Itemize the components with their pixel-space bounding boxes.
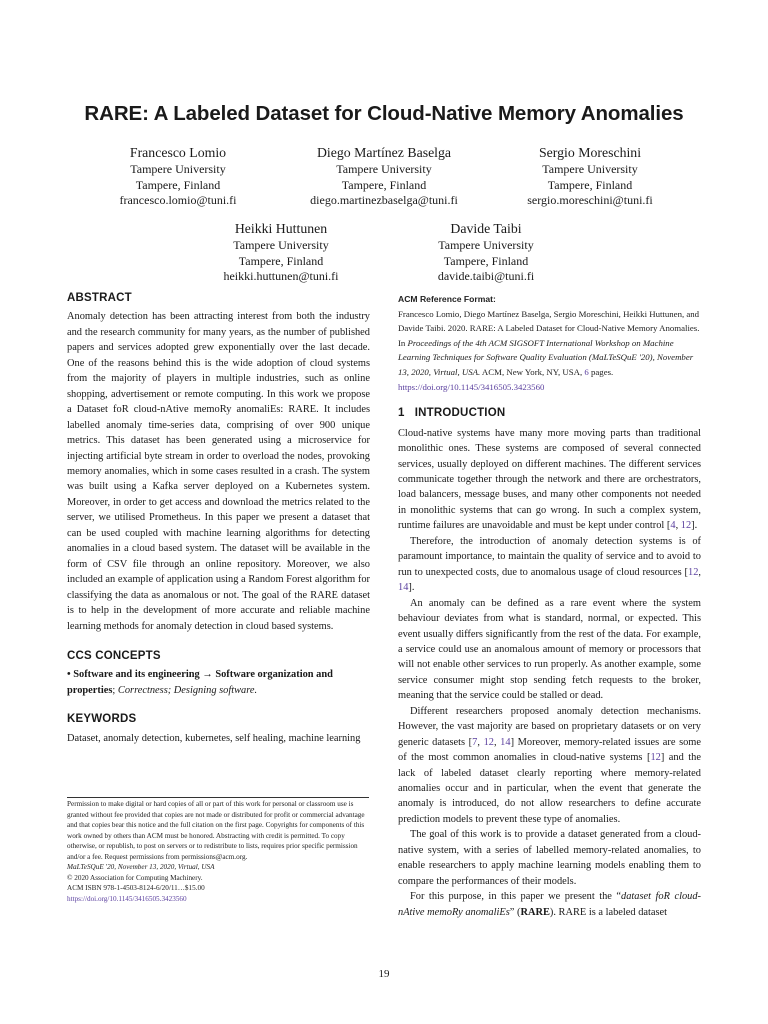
ccs-text xyxy=(67,667,370,698)
author-location: Tampere, Finland xyxy=(135,177,221,192)
citation-link[interactable]: 12 xyxy=(688,566,699,578)
text-run: , xyxy=(698,566,701,578)
intro-paragraph: An anomaly can be defined as a rare event where the system behaviour deviates from what is standard, normal, or expected. This event usually differs significantly from the rest of the data. For example, a service could use an anomalous amount of memory or processors that will not enable other services to run properly. As another example, some service consumer might stop sending fetch requests to the broker, meaning that the service could be stalled or dead. xyxy=(398,597,701,702)
ccs-italic: Correctness; Designing software. xyxy=(117,684,258,696)
text-run: ]. xyxy=(691,520,698,532)
copyright-text: © 2020 Association for Computing Machinery. xyxy=(67,873,203,882)
author-block xyxy=(490,144,690,209)
intro-paragraph xyxy=(398,426,701,534)
acm-ref-doi-link[interactable]: https://doi.org/10.1145/3416505.3423560 xyxy=(398,381,545,392)
keywords-heading: KEYWORDS xyxy=(67,713,137,726)
venue-text: MaLTeSQuE '20, November 13, 2020, Virtual, USA xyxy=(67,863,215,871)
text-run: Cloud-native systems have many more moving parts than traditional monolithic ones. These systems are composed of several connected services, usually deployed on different machines. The different services communicate together through the network and there are orchestrators, load balancers, message buses, and many other components not needed in monolithic systems that can go wrong. In such a complex system, runtime failures are unavoidable and must be kept under control [ xyxy=(398,427,701,532)
abstract-text: Anomaly detection has been attracting interest from both the industry and the research community for many years, as the number of published papers and services adopted grew exponentially over the last decade. One of the reasons behind this is the wide adoption of cloud systems from the majority of players in multiple industries, such as online shopping, advertisement or remote computing. In this work we propose a Dataset foR cloud-nAtive memoRy anomaliEs: RARE. It includes labelled anomaly time-series data, comprising of over 900 unique metrics. This dataset has been generated using a microservice for injecting artificial byte stream in order to overload the nodes, provoking memory anomalies, which in some cases resulted in a crash. The system was built using a Kafka server deployed on a Kubernetes system. Moreover, in order to get access and download the metrics related to the server, we utilised Prometheus. In this paper we present a dataset that can be used coupled with machine learning algorithms for detecting anomalies in a cloud based system. The dataset will be available in the form of CSV file through an online repository. Moreover, we also included an example of application using a Random Forest algorithm for classifying the data as anomalous or not. The goal of the RARE dataset is to help in the development of more accurate and reliable machine learning methods for anomaly detection in cloud based systems. xyxy=(67,311,370,632)
author-block xyxy=(268,144,500,209)
text-run: , xyxy=(675,520,681,532)
author-email: sergio.moreschini@tuni.fi xyxy=(527,193,653,208)
acm-ref-text xyxy=(398,307,701,395)
left-column xyxy=(67,291,370,746)
author-name: Davide Taibi xyxy=(450,221,522,236)
footnote-rule xyxy=(67,797,369,798)
keywords-text: Dataset, anomaly detection, kubernetes, self healing, machine learning xyxy=(67,732,361,744)
author-affiliation: Tampere University xyxy=(336,162,432,176)
author-email: davide.taibi@tuni.fi xyxy=(437,269,535,284)
author-location: Tampere, Finland xyxy=(443,253,529,268)
text-run: ” ( xyxy=(509,906,521,918)
author-location: Tampere, Finland xyxy=(341,177,427,192)
author-affiliation: Tampere University xyxy=(130,162,226,176)
copyright-footnote xyxy=(67,799,372,904)
text-run: ] and the lack of labeled dataset clearly reporting where memory-related anomalies occur and in particular, when the event that generate the anomaly is introduced, do not allow researchers to define accurate prediction models to prevent these type of anomalies. xyxy=(398,752,701,825)
text-run: , xyxy=(477,736,484,748)
author-email: diego.martinezbaselga@tuni.fi xyxy=(310,193,458,208)
text-run: ). RARE is a labeled dataset xyxy=(549,906,668,918)
text-run: ]. xyxy=(408,582,415,594)
author-block xyxy=(78,144,278,209)
right-column xyxy=(398,292,701,920)
author-location: Tampere, Finland xyxy=(238,253,324,268)
citation-link[interactable]: 4 xyxy=(670,520,676,532)
text-run: , xyxy=(493,736,501,748)
footnote-doi-link[interactable]: https://doi.org/10.1145/3416505.3423560 xyxy=(67,894,187,903)
citation-link[interactable]: 12 xyxy=(680,520,692,532)
dataset-acronym: RARE xyxy=(520,906,550,918)
page-number: 19 xyxy=(378,968,390,980)
text-run: Therefore, the introduction of anomaly detection systems is of paramount importance, to maintain the quality of service and to avoid to run to unexpected costs, due to anomalous usage of cloud resources [ xyxy=(398,535,701,578)
acm-ref-pages-suffix: pages. xyxy=(588,366,614,377)
intro-paragraph xyxy=(398,704,701,828)
acm-ref-pages[interactable]: 6 xyxy=(584,366,589,377)
ccs-heading: CCS CONCEPTS xyxy=(67,649,161,662)
paper-title: RARE: A Labeled Dataset for Cloud-Native Memory Anomalies xyxy=(84,102,684,125)
author-location: Tampere, Finland xyxy=(547,177,633,192)
permission-text: Permission to make digital or hard copies of all or part of this work for personal or classroom use is granted without fee provided that copies are not made or distributed for profit or commercial advantage and that copies bear this notice and the full citation on the first page. Copyrights for components of this work owned by others than ACM must be honored. Abstracting with credit is permitted. To copy otherwise, or republish, to post on servers or to redistribute to lists, requires prior specific permission and/or a fee. Request permissions from permissions@acm.org. xyxy=(67,800,365,861)
author-name: Sergio Moreschini xyxy=(538,145,642,160)
intro-paragraph xyxy=(398,534,701,596)
text-run: Different researchers proposed anomaly detection mechanisms. However, the vast majority are based on proprietary datasets or on very generic datasets [ xyxy=(398,705,701,748)
intro-heading: 1 INTRODUCTION xyxy=(398,407,506,420)
dataset-name-italic: dataset foR cloud-nAtive memoRy anomaliEs xyxy=(398,891,701,918)
author-block xyxy=(386,220,586,285)
acm-ref-publisher: ACM, New York, NY, USA, xyxy=(480,366,585,377)
acm-ref-heading: ACM Reference Format: xyxy=(398,294,496,304)
author-affiliation: Tampere University xyxy=(233,238,329,252)
isbn-text: ACM ISBN 978-1-4503-8124-6/20/11…$15.00 xyxy=(67,884,205,892)
author-name: Diego Martínez Baselga xyxy=(316,145,452,160)
intro-paragraph xyxy=(398,889,701,920)
citation-link[interactable]: 12 xyxy=(650,752,661,764)
acm-reference xyxy=(398,292,701,394)
text-run: ] Moreover, memory-related issues are some of the most common anomalies in cloud-native systems [ xyxy=(398,736,701,764)
author-name: Francesco Lomio xyxy=(129,145,227,160)
acm-ref-proceedings: Proceedings of the 4th ACM SIGSOFT International Workshop on Machine Learning Techniques for Software Quality Evaluation (MaLTeSQuE '20), November 13, 2020, Virtual, USA. xyxy=(398,337,694,377)
intro-paragraph: The goal of this work is to provide a dataset generated from a cloud-native system, with a series of labelled memory-related anomalies, to enable researchers to apply machine learning models enabling them to compare the performances of their models. xyxy=(398,829,701,887)
acm-ref-authors: Francesco Lomio, Diego Martínez Baselga, Sergio Moreschini, Heikki Huttunen, and Davide Taibi. 2020. RARE: A Labeled Dataset for Cloud-Native Memory Anomalies. In xyxy=(398,308,700,348)
abstract-heading: ABSTRACT xyxy=(67,292,132,304)
ccs-separator: ; xyxy=(112,684,118,696)
citation-link[interactable]: 7 xyxy=(472,736,478,748)
citation-link[interactable]: 14 xyxy=(500,736,511,748)
author-affiliation: Tampere University xyxy=(438,238,534,252)
citation-link[interactable]: 12 xyxy=(483,736,494,748)
author-block xyxy=(181,220,381,285)
author-email: francesco.lomio@tuni.fi xyxy=(119,193,237,208)
author-affiliation: Tampere University xyxy=(542,162,638,176)
citation-link[interactable]: 14 xyxy=(398,582,409,594)
author-email: heikki.huttunen@tuni.fi xyxy=(223,269,339,284)
text-run: For this purpose, in this paper we present the “ xyxy=(410,891,622,903)
author-name: Heikki Huttunen xyxy=(234,221,328,236)
ccs-bold: • Software and its engineering → Software organization and properties xyxy=(67,669,333,696)
